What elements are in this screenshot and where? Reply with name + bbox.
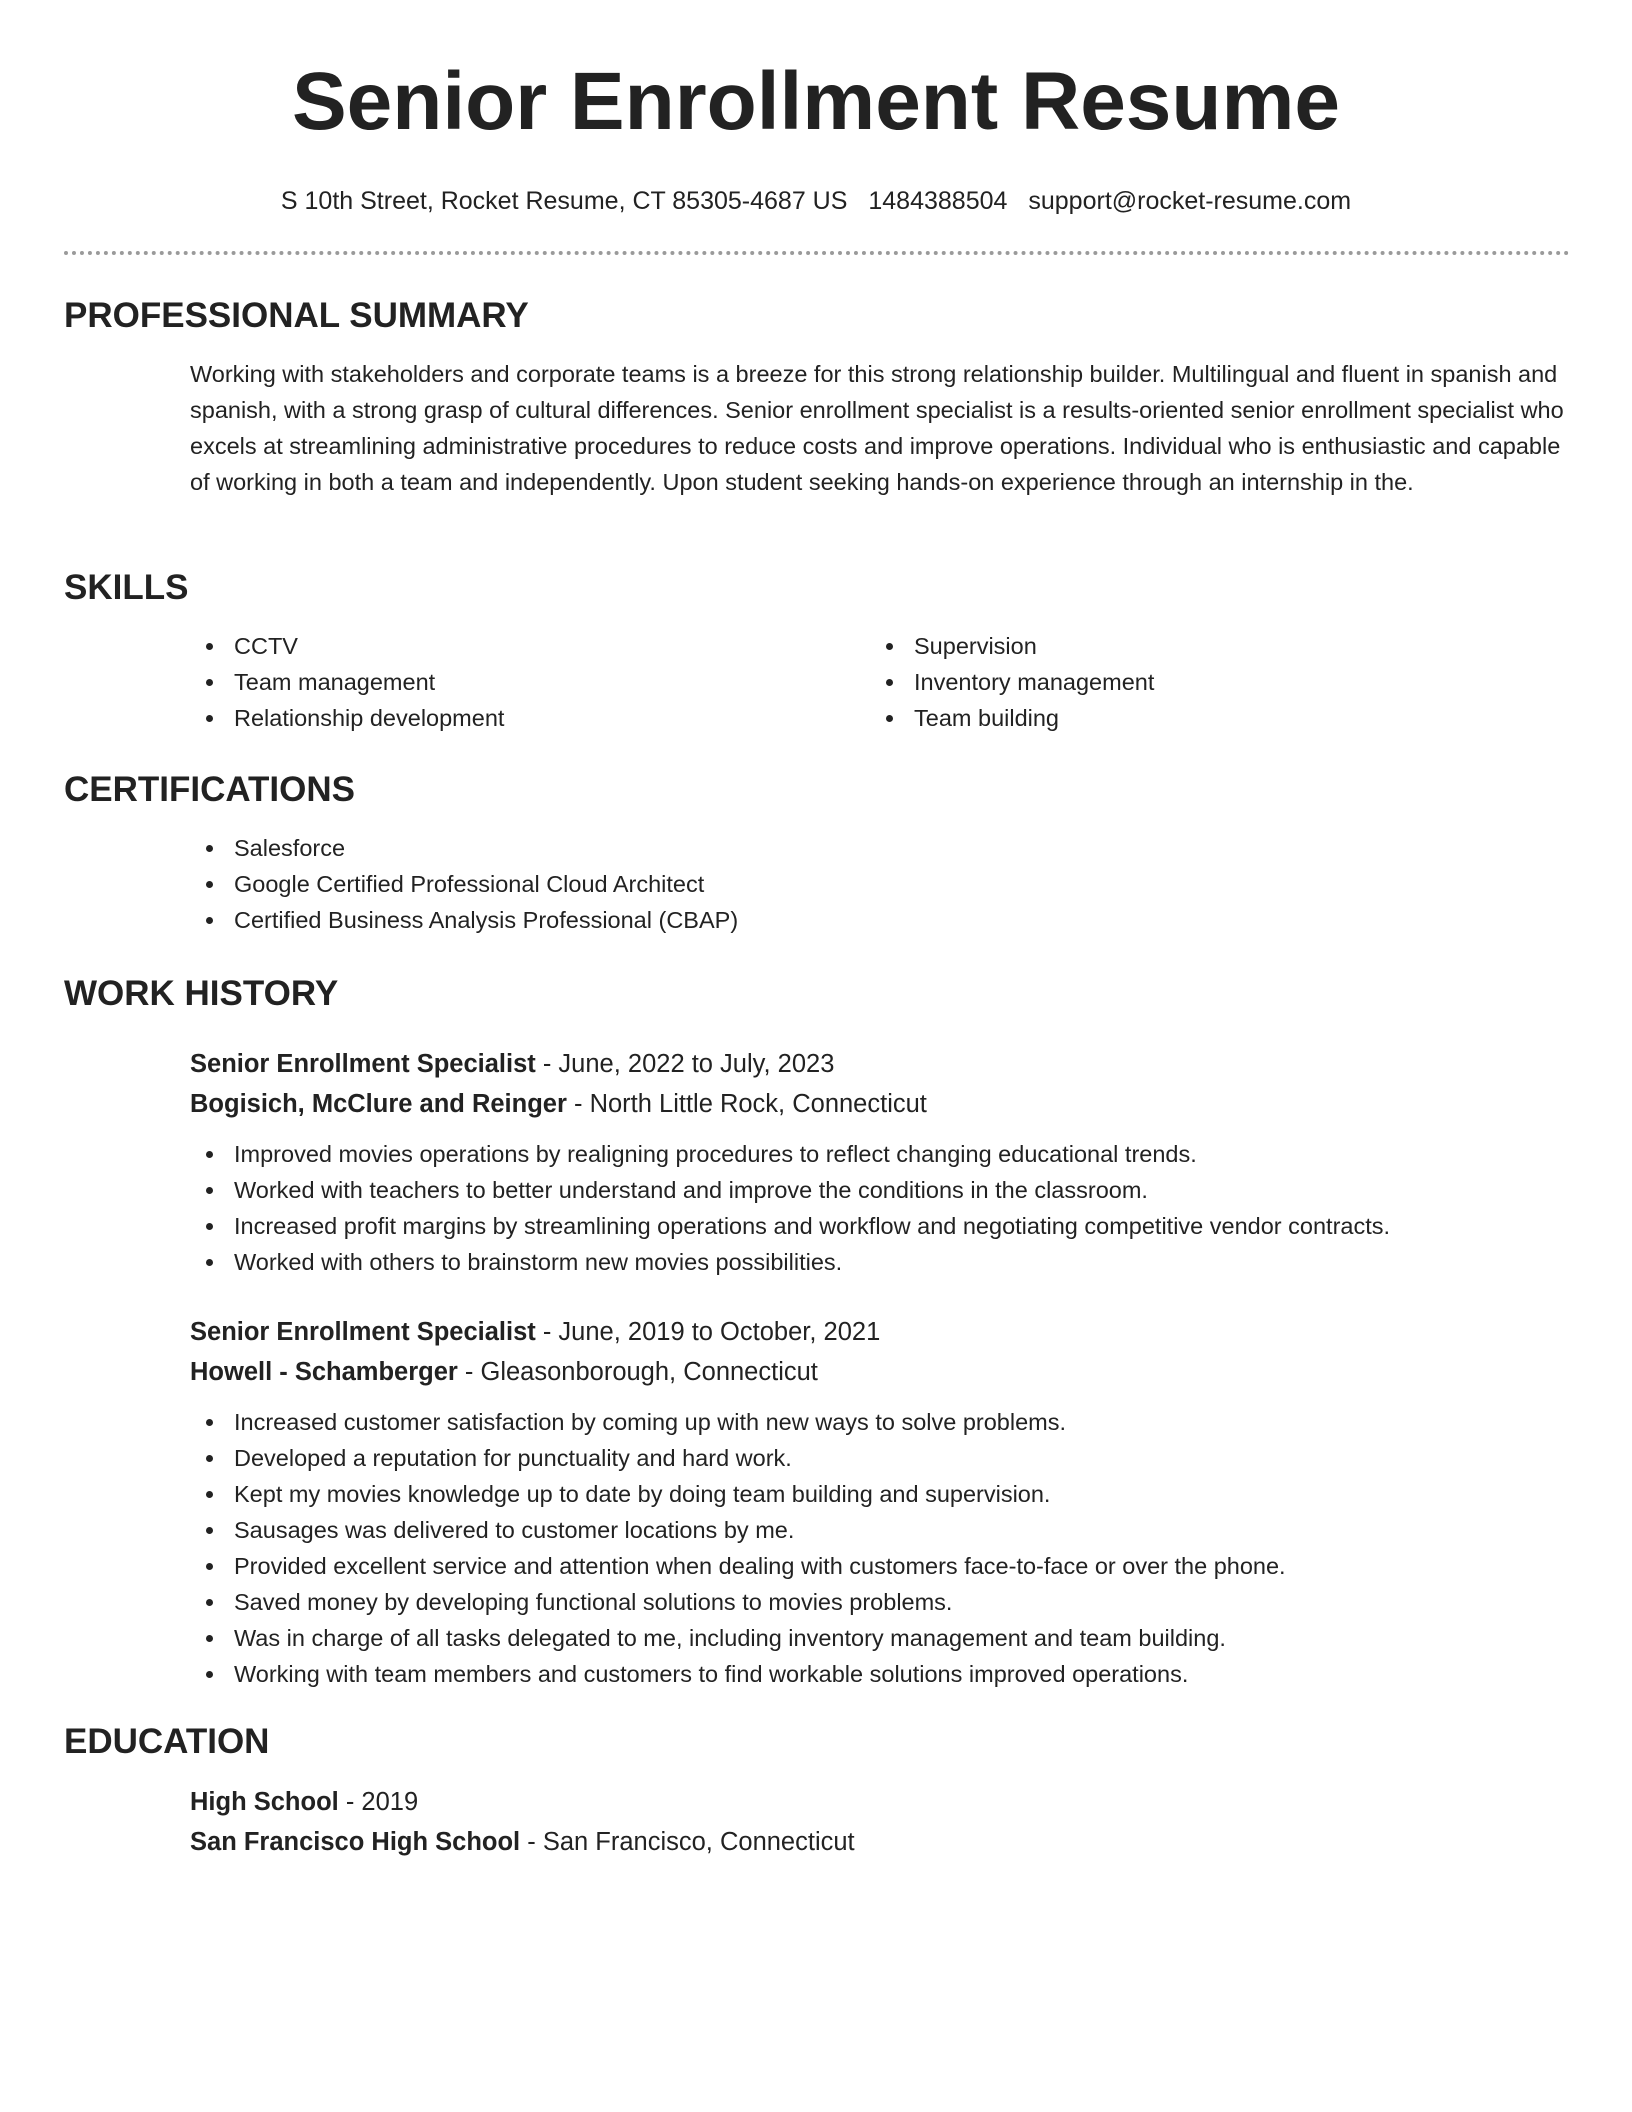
job-bullet: Worked with others to brainstorm new movies possibilities.	[190, 1244, 1570, 1280]
contact-line	[0, 186, 1632, 216]
job-bullet-list	[190, 1404, 1570, 1692]
job-bullet-list	[190, 1136, 1570, 1280]
skill-item: Relationship development	[190, 700, 870, 736]
header-divider	[64, 251, 1570, 255]
education-heading: EDUCATION	[64, 1722, 270, 1761]
certification-item: Certified Business Analysis Professional (CBAP)	[190, 902, 1570, 938]
job-bullet: Developed a reputation for punctuality and hard work.	[190, 1440, 1570, 1476]
job-role: Senior Enrollment Specialist	[190, 1050, 536, 1078]
skill-item: Team management	[190, 664, 870, 700]
resume-header	[0, 0, 1632, 216]
job-bullet: Kept my movies knowledge up to date by doing team building and supervision.	[190, 1476, 1570, 1512]
education-year: - 2019	[338, 1788, 419, 1816]
summary-text: Working with stakeholders and corporate teams is a breeze for this strong relationship builder. Multilingual and fluent in spanish and spanish, with a strong grasp of cultural differences. Senior enrollment specialist is a results-oriented senior enrollment specialist who excels at streamlining administrative procedures to reduce costs and improve operations. Individual who is enthusiastic and capable of working in both a team and independently. Upon student seeking hands-on experience through an internship in the.	[190, 361, 1564, 495]
job-bullet: Was in charge of all tasks delegated to me, including inventory management and team building.	[190, 1620, 1570, 1656]
job-bullet: Provided excellent service and attention when dealing with customers face-to-face or over the phone.	[190, 1548, 1570, 1584]
education-degree-line	[190, 1782, 1570, 1822]
job-role: Senior Enrollment Specialist	[190, 1318, 536, 1346]
job-bullet: Improved movies operations by realigning procedures to reflect changing educational trends.	[190, 1136, 1570, 1172]
job-company-line	[190, 1084, 1570, 1124]
job-entry	[64, 1312, 1570, 1692]
skills-heading: SKILLS	[64, 568, 189, 607]
job-company: Bogisich, McClure and Reinger	[190, 1090, 567, 1118]
job-dates: - June, 2022 to July, 2023	[535, 1050, 835, 1078]
certifications-heading: CERTIFICATIONS	[64, 770, 356, 809]
skill-item: Team building	[870, 700, 1550, 736]
education-degree: High School	[190, 1788, 339, 1816]
skills-section	[64, 568, 1570, 736]
skills-grid	[190, 628, 1570, 736]
contact-email: support@rocket-resume.com	[1028, 187, 1352, 215]
certifications-list	[190, 830, 1570, 938]
job-company-line	[190, 1352, 1570, 1392]
job-entry	[64, 1044, 1570, 1280]
skills-list-left	[190, 628, 870, 736]
job-title-line	[190, 1044, 1570, 1084]
certification-item: Salesforce	[190, 830, 1570, 866]
summary-heading: PROFESSIONAL SUMMARY	[64, 296, 529, 335]
job-bullet: Working with team members and customers to find workable solutions improved operations.	[190, 1656, 1570, 1692]
resume-title: Senior Enrollment Resume	[291, 56, 1341, 147]
work-history-section	[64, 974, 1570, 1014]
job-bullet: Saved money by developing functional solutions to movies problems.	[190, 1584, 1570, 1620]
job-location: - North Little Rock, Connecticut	[566, 1090, 927, 1118]
job-company: Howell - Schamberger	[190, 1358, 458, 1386]
education-section	[64, 1722, 1570, 1862]
job-bullet: Sausages was delivered to customer locations by me.	[190, 1512, 1570, 1548]
education-school-line	[190, 1822, 1570, 1862]
certifications-section	[64, 770, 1570, 938]
job-dates: - June, 2019 to October, 2021	[535, 1318, 881, 1346]
skill-item: Supervision	[870, 628, 1550, 664]
work-history-heading: WORK HISTORY	[64, 974, 339, 1013]
contact-address: S 10th Street, Rocket Resume, CT 85305-4687 US	[280, 187, 848, 215]
skill-item: Inventory management	[870, 664, 1550, 700]
skills-list-right	[870, 628, 1550, 736]
job-bullet: Worked with teachers to better understand and improve the conditions in the classroom.	[190, 1172, 1570, 1208]
job-title-line	[190, 1312, 1570, 1352]
job-bullet: Increased profit margins by streamlining operations and workflow and negotiating competitive vendor contracts.	[190, 1208, 1570, 1244]
contact-phone: 1484388504	[868, 187, 1008, 215]
summary-section	[64, 296, 1570, 500]
education-location: - San Francisco, Connecticut	[520, 1828, 855, 1856]
certification-item: Google Certified Professional Cloud Architect	[190, 866, 1570, 902]
education-school: San Francisco High School	[190, 1828, 521, 1856]
job-bullet: Increased customer satisfaction by coming up with new ways to solve problems.	[190, 1404, 1570, 1440]
skill-item: CCTV	[190, 628, 870, 664]
job-location: - Gleasonborough, Connecticut	[457, 1358, 818, 1386]
